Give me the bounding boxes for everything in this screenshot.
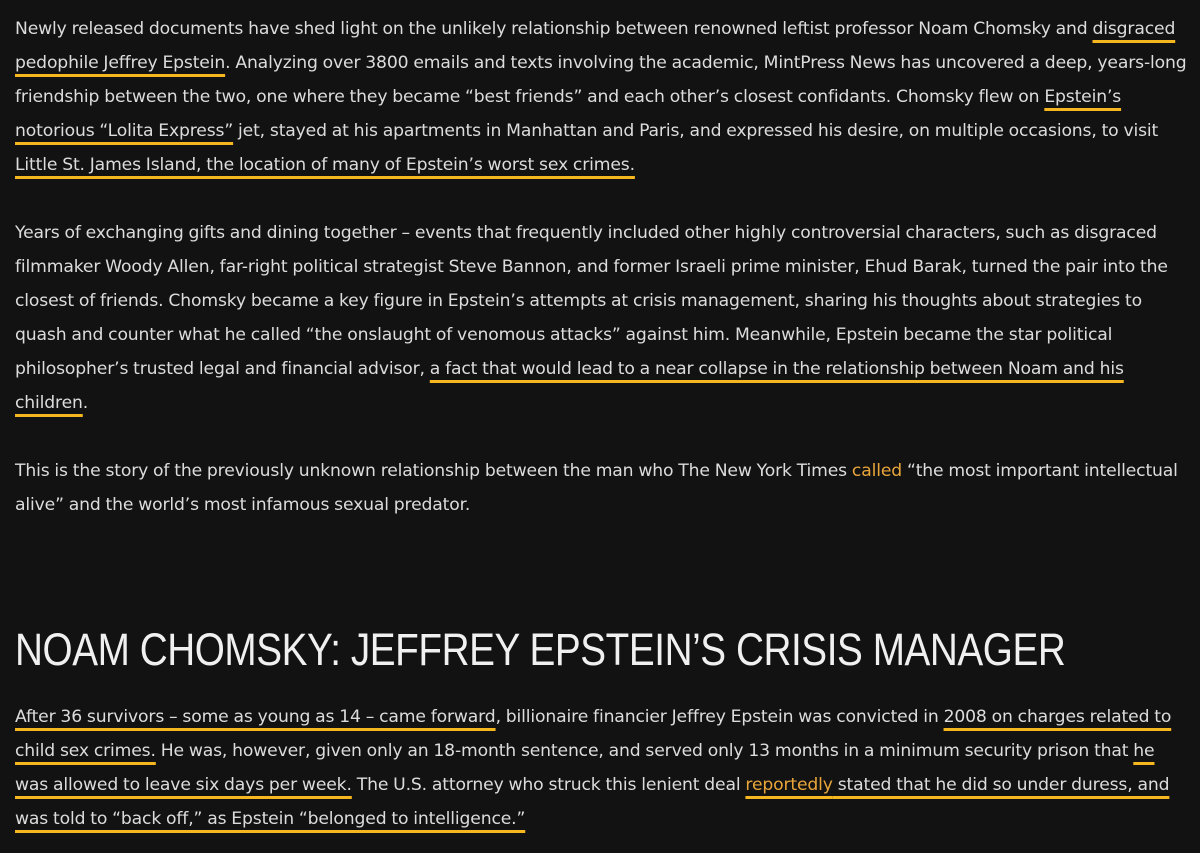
text-segment: He was, however, given only an 18-month sentence, and served only 13 months in a minimum security prison that xyxy=(155,741,1134,761)
text-segment: jet, stayed at his apartments in Manhattan and Paris, and expressed his desire, on multiple occasions, to visit xyxy=(233,121,1159,141)
article-intro xyxy=(15,12,1187,522)
highlighted-phrase: Little St. James Island, the location of many of Epstein’s worst sex crimes. xyxy=(15,155,635,175)
highlighted-phrase: After 36 survivors – some as young as 14 – came forward xyxy=(15,707,496,727)
text-segment: . Analyzing over 3800 emails and texts involving the academic, MintPress News has uncovered a deep, years-long friendship between the two, one where they became “best friends” and each other’s closest confidants. Chomsky flew on xyxy=(15,53,1187,107)
highlighted-phrase: disgraced pedophile Jeffrey Epstein xyxy=(15,19,1176,73)
highlighted-phrase: a fact that would lead to a near collapse in the relationship between Noam and his children xyxy=(15,359,1124,413)
text-segment: Years of exchanging gifts and dining together – events that frequently included other highly controversial characters, such as disgraced filmmaker Woody Allen, far-right political strategist Steve Bannon, and former Israeli prime minister, Ehud Barak, turned the pair into the closest of friends. Chomsky became a key figure in Epstein’s attempts at crisis management, sharing his thoughts about strategies to quash and counter what he called “the onslaught of venomous attacks” against him. Meanwhile, Epstein became the star political philosopher’s trusted legal and financial advisor, xyxy=(15,223,1168,379)
text-segment: This is the story of the previously unknown relationship between the man who The New York Times xyxy=(15,461,852,481)
paragraph-story xyxy=(15,454,1187,522)
text-segment: , billionaire financier Jeffrey Epstein was convicted in xyxy=(495,707,944,727)
article-section xyxy=(15,700,1187,836)
called-link[interactable]: called xyxy=(851,461,903,481)
highlighted-phrase: 2008 on charges related to child sex crimes. xyxy=(15,707,1172,761)
text-segment: The U.S. attorney who struck this lenient deal xyxy=(351,775,746,795)
highlighted-phrase: he was allowed to leave six days per week. xyxy=(15,741,1155,795)
text-segment: “the most important intellectual alive” and the world’s most infamous sexual predator. xyxy=(15,461,1178,515)
paragraph-crisis-manager xyxy=(15,700,1187,836)
paragraph-intro xyxy=(15,12,1187,182)
highlighted-phrase: Epstein’s notorious “Lolita Express” xyxy=(15,87,1122,141)
paragraph-friendship xyxy=(15,216,1187,420)
section-heading: NOAM CHOMSKY: JEFFREY EPSTEIN’S CRISIS MANAGER xyxy=(15,624,1066,675)
text-segment: . xyxy=(82,393,89,413)
highlighted-phrase: stated that he did so under duress, and was told to “back off,” as Epstein “belonged to intelligence.” xyxy=(15,775,1170,829)
reportedly-link[interactable]: reportedly xyxy=(745,775,833,795)
text-segment: Newly released documents have shed light on the unlikely relationship between renowned leftist professor Noam Chomsky and xyxy=(15,19,1093,39)
